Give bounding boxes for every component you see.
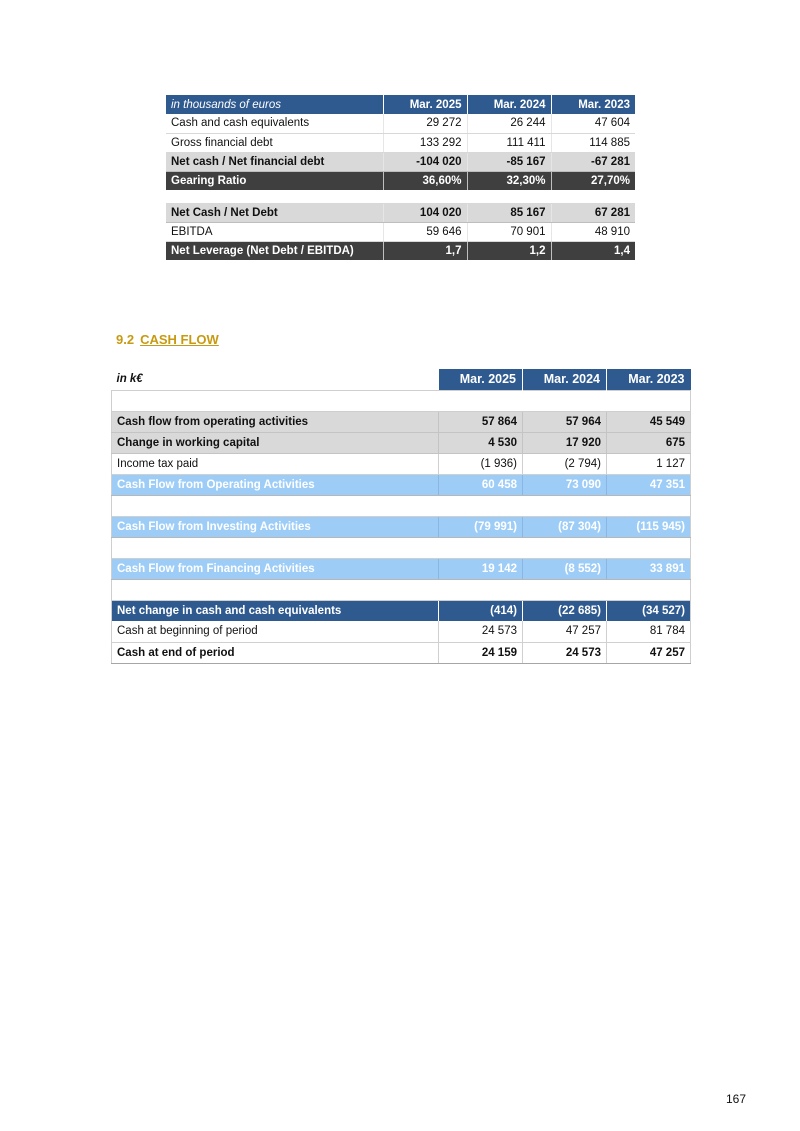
- cell-value: 4 530: [439, 432, 523, 453]
- cell-value: 45 549: [607, 411, 691, 432]
- table-row: [112, 453, 691, 474]
- cell-value: 111 411: [467, 133, 551, 152]
- table-header-row: [166, 95, 635, 114]
- table-row: [112, 642, 691, 663]
- row-label: Cash and cash equivalents: [166, 114, 383, 133]
- cell-value: 24 573: [523, 642, 607, 663]
- cell-value: 59 646: [383, 222, 467, 241]
- spacer-row: [112, 579, 691, 600]
- cell-value: 675: [607, 432, 691, 453]
- cell-value: 24 159: [439, 642, 523, 663]
- cell-value: (87 304): [523, 516, 607, 537]
- cell-value: 47 257: [523, 621, 607, 642]
- cell-value: (115 945): [607, 516, 691, 537]
- row-label: Cash Flow from Operating Activities: [112, 474, 439, 495]
- header-year: Mar. 2023: [607, 369, 691, 390]
- cell-value: 133 292: [383, 133, 467, 152]
- cell-value: 67 281: [551, 203, 635, 222]
- cell-value: 19 142: [439, 558, 523, 579]
- table-row: [112, 516, 691, 537]
- cell-value: 85 167: [467, 203, 551, 222]
- row-label: Income tax paid: [112, 453, 439, 474]
- header-year: Mar. 2024: [467, 95, 551, 114]
- page-number: 167: [725, 1092, 746, 1106]
- cell-value: 73 090: [523, 474, 607, 495]
- row-label: Net Leverage (Net Debt / EBITDA): [166, 241, 383, 260]
- table-row: [112, 621, 691, 642]
- table-row: [112, 558, 691, 579]
- cash-flow-table: [111, 369, 691, 664]
- cell-value: 1,4: [551, 241, 635, 260]
- cell-value: 57 964: [523, 411, 607, 432]
- header-unit-label: in thousands of euros: [166, 95, 383, 114]
- cell-value: (22 685): [523, 600, 607, 621]
- row-label: Cash at beginning of period: [112, 621, 439, 642]
- row-label: Gross financial debt: [166, 133, 383, 152]
- spacer-row: [112, 390, 691, 411]
- cell-value: 114 885: [551, 133, 635, 152]
- row-label: Change in working capital: [112, 432, 439, 453]
- spacer-row: [112, 495, 691, 516]
- table-row: [112, 411, 691, 432]
- header-year: Mar. 2025: [439, 369, 523, 390]
- cell-value: 70 901: [467, 222, 551, 241]
- cell-value: (2 794): [523, 453, 607, 474]
- spacer-row: [166, 190, 635, 203]
- table-row: [112, 474, 691, 495]
- row-label: Gearing Ratio: [166, 171, 383, 190]
- cell-value: 60 458: [439, 474, 523, 495]
- table-row: [166, 241, 635, 260]
- cell-value: 29 272: [383, 114, 467, 133]
- cell-value: (79 991): [439, 516, 523, 537]
- row-label: Net Cash / Net Debt: [166, 203, 383, 222]
- net-debt-table: [166, 95, 635, 260]
- table-header-row: [112, 369, 691, 390]
- cell-value: (8 552): [523, 558, 607, 579]
- cell-value: -85 167: [467, 152, 551, 171]
- header-year: Mar. 2023: [551, 95, 635, 114]
- header-unit-label: in k€: [116, 373, 143, 386]
- section-title: CASH FLOW: [140, 332, 219, 347]
- section-number: 9.2: [116, 332, 135, 347]
- row-label: Cash flow from operating activities: [112, 411, 439, 432]
- cell-value: 33 891: [607, 558, 691, 579]
- cell-value: 1,7: [383, 241, 467, 260]
- cell-value: 47 351: [607, 474, 691, 495]
- row-label: Net change in cash and cash equivalents: [112, 600, 439, 621]
- row-label: Cash Flow from Investing Activities: [112, 516, 439, 537]
- table-row: [166, 203, 635, 222]
- row-label: Cash Flow from Financing Activities: [112, 558, 439, 579]
- header-year: Mar. 2025: [383, 95, 467, 114]
- table-row: [166, 114, 635, 133]
- table-row: [166, 133, 635, 152]
- cell-value: 24 573: [439, 621, 523, 642]
- cell-value: 81 784: [607, 621, 691, 642]
- cell-value: 48 910: [551, 222, 635, 241]
- cell-value: 27,70%: [551, 171, 635, 190]
- cell-value: 17 920: [523, 432, 607, 453]
- cell-value: -104 020: [383, 152, 467, 171]
- cell-value: 26 244: [467, 114, 551, 133]
- cell-value: 47 604: [551, 114, 635, 133]
- row-label: Cash at end of period: [112, 642, 439, 663]
- table-row: [112, 432, 691, 453]
- row-label: Net cash / Net financial debt: [166, 152, 383, 171]
- cell-value: 36,60%: [383, 171, 467, 190]
- cell-value: (34 527): [607, 600, 691, 621]
- cell-value: 57 864: [439, 411, 523, 432]
- row-label: EBITDA: [166, 222, 383, 241]
- spacer-row: [112, 537, 691, 558]
- cell-value: 1,2: [467, 241, 551, 260]
- table-row: [166, 152, 635, 171]
- cell-value: -67 281: [551, 152, 635, 171]
- cell-value: (1 936): [439, 453, 523, 474]
- cell-value: 1 127: [607, 453, 691, 474]
- table-row: [166, 171, 635, 190]
- table-row: [166, 222, 635, 241]
- section-heading: [116, 332, 219, 347]
- cell-value: (414): [439, 600, 523, 621]
- cell-value: 32,30%: [467, 171, 551, 190]
- header-year: Mar. 2024: [523, 369, 607, 390]
- table-row: [112, 600, 691, 621]
- cell-value: 104 020: [383, 203, 467, 222]
- cell-value: 47 257: [607, 642, 691, 663]
